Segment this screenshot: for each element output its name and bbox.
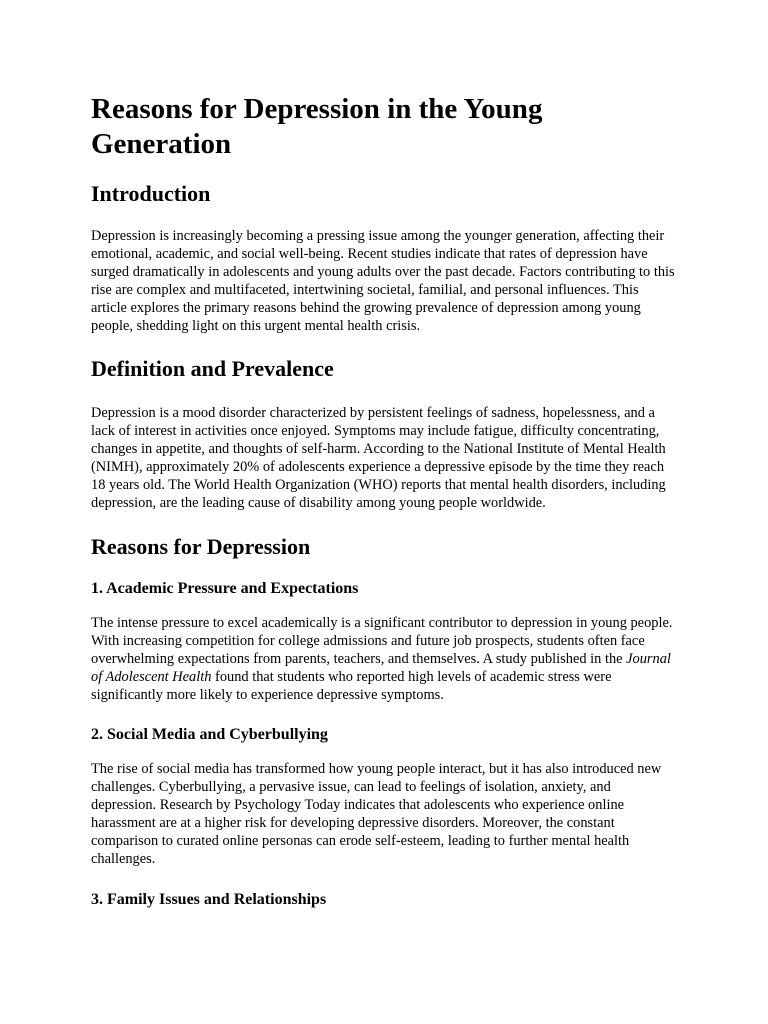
document-title: Reasons for Depression in the Young Generation <box>91 93 543 160</box>
section-heading-definition: Definition and Prevalence <box>91 356 334 382</box>
subsection-body-social-media: The rise of social media has transformed how young people interact, but it has also introduced new challenges. Cyberbullying, a pervasive issue, can lead to feelings of isolation, anxiety, and depression. Research by Psychology Today indicates that adolescents who experience online harassment are at a higher risk for developing depressive disorders. Moreover, the constant comparison to curated online personas can erode self-esteem, leading to further mental health challenges. <box>91 761 662 867</box>
subsection-heading-family: 3. Family Issues and Relationships <box>91 890 327 908</box>
subsection-heading-academic: 1. Academic Pressure and Expectations <box>91 579 359 597</box>
subsection-heading-social-media: 2. Social Media and Cyberbullying <box>91 726 328 744</box>
section-body-introduction: Depression is increasingly becoming a pressing issue among the younger generation, affecting their emotional, academic, and social well-being. Recent studies indicate that rates of depression have surged dramatically in adolescents and young adults over the past decade. Factors contributing to this rise are complex and multifaceted, intertwining societal, familial, and personal influences. This article explores the primary reasons behind the growing prevalence of depression among young people, shedding light on this urgent mental health crisis. <box>91 228 675 334</box>
body-text: found that students who reported high levels of academic stress were significantly more likely to experience depressive symptoms. <box>91 668 612 703</box>
section-body-definition: Depression is a mood disorder characterized by persistent feelings of sadness, hopelessness, and a lack of interest in activities once enjoyed. Symptoms may include fatigue, difficulty concentrating, changes in appetite, and thoughts of self-harm. According to the National Institute of Mental Health (NIMH), approximately 20% of adolescents experience a depressive episode by the time they reach 18 years old. The World Health Organization (WHO) reports that mental health disorders, including depression, are the leading cause of disability among young people worldwide. <box>91 405 666 511</box>
journal-title: Journal of Adolescent Health <box>91 650 671 685</box>
section-heading-introduction: Introduction <box>91 181 211 206</box>
section-heading-reasons: Reasons for Depression <box>91 533 311 559</box>
body-text: The intense pressure to excel academically is a significant contributor to depression in young people. With increasing competition for college admissions and future job prospects, students often face overwhelming expectations from parents, teachers, and themselves. A study published in the <box>91 614 673 667</box>
subsection-body-academic <box>91 615 678 705</box>
